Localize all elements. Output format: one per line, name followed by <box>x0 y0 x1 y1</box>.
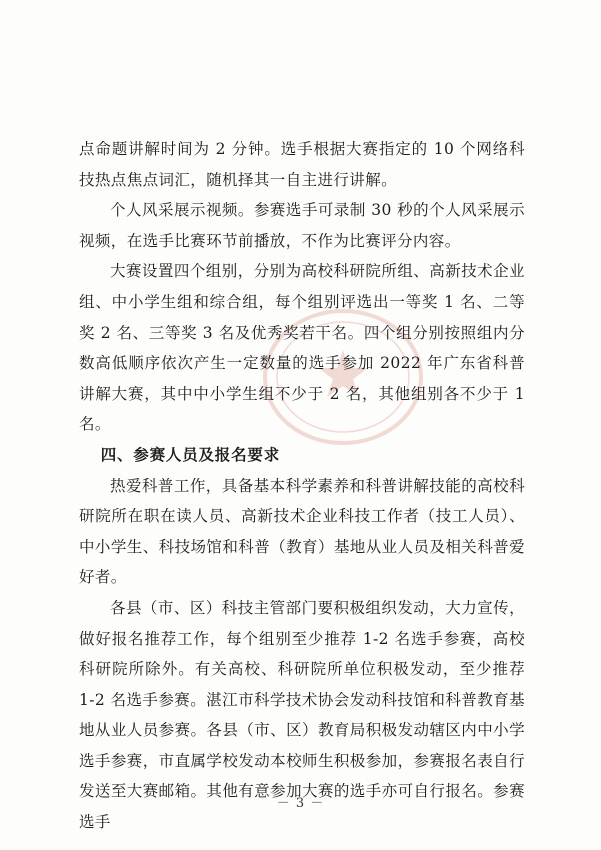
page-number: － 3 － <box>276 796 325 811</box>
paragraph-registration: 各县（市、区）科技主管部门要积极组织发动，大力宣传，做好报名推荐工作，每个组别至少推荐 1-2 名选手参赛，高校科研院所除外。有关高校、科研院所单位积极发动，至少推荐 1-2 名选手参赛。湛江市科学技术协会发动科技馆和科普教育基地从业人员参赛。各县（市、区）教育局积极发动辖区内中小学选手参赛，市直属学校发动本校师生积极参加，参赛报名表自行发送至大赛邮箱。其他有意参加大赛的选手亦可自行报名。参赛选手 <box>79 598 525 832</box>
paragraph-award-groups: 大赛设置四个组别，分别为高校科研院所组、高新技术企业组、中小学生组和综合组，每个组别评选出一等奖 1 名、二等奖 2 名、三等奖 3 名及优秀奖若干名。四个组分别按照组内分数高低顺序依次产生一定数量的选手参加 2022 年广东省科普讲解大赛，其中中小学生组不少于 2 名，其他组别各不少于 1 名。 <box>79 262 525 434</box>
paragraph-speech-time: 点命题讲解时间为 2 分钟。选手根据大赛指定的 10 个网络科技热点焦点词汇，随机择其一自主进行讲解。 <box>79 140 525 189</box>
body-text <box>79 134 525 838</box>
section-heading: 四、参赛人员及报名要求 <box>100 445 280 464</box>
paragraph-personal-video: 个人风采展示视频。参赛选手可录制 30 秒的个人风采展示视频，在选手比赛环节前播放，不作为比赛评分内容。 <box>79 201 525 250</box>
paragraph-eligibility: 热爱科普工作，具备基本科学素养和科普讲解技能的高校科研院所在职在读人员、高新技术企业科技工作者（技工人员）、中小学生、科技场馆和科普（教育）基地从业人员及相关科普爱好者。 <box>79 476 525 587</box>
